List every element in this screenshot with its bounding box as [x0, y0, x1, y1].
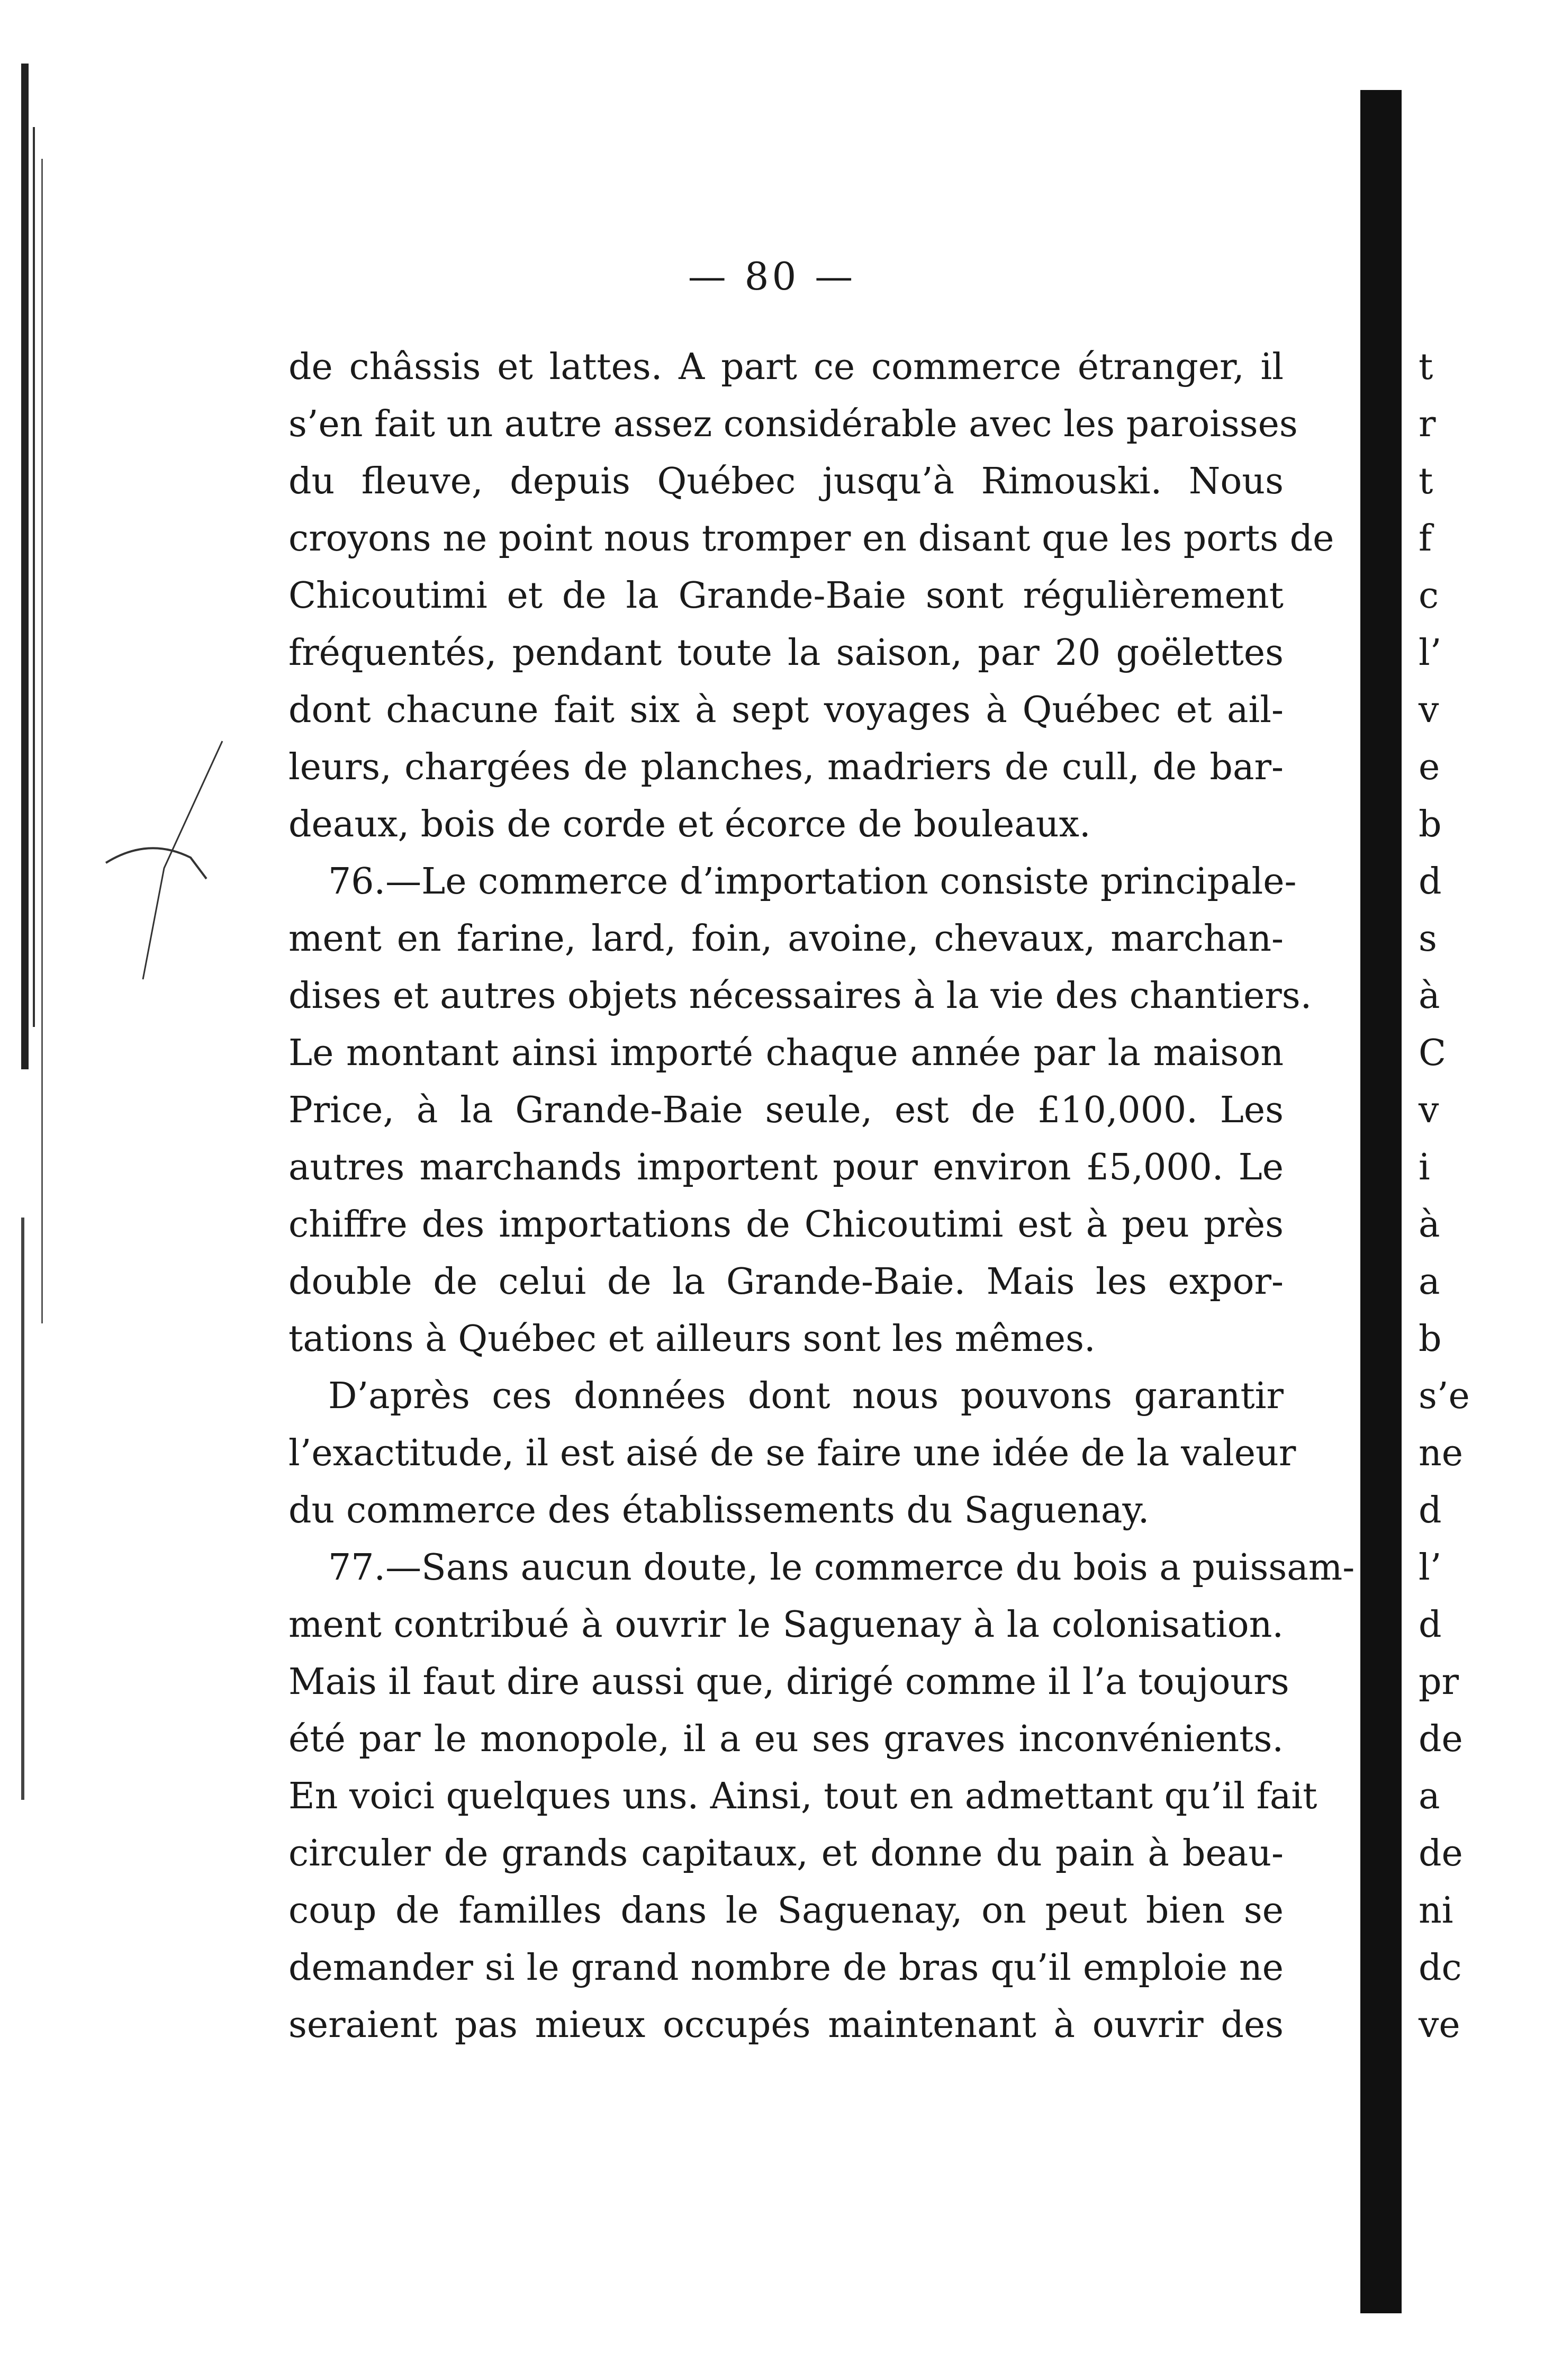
adjacent-page-fragment: de [1419, 1718, 1463, 1760]
text-line: leurs, chargées de planches, madriers de cull, de bar- [288, 746, 1284, 788]
text-line: croyons ne point nous tromper en disant que les ports de [288, 518, 1334, 560]
text-line: tations à Québec et ailleurs sont les mêmes. [288, 1318, 1096, 1360]
adjacent-page-fragments [1419, 339, 1544, 2054]
body-text [288, 339, 1355, 2054]
text-line: coup de familles dans le Saguenay, on peut bien se [288, 1890, 1284, 1932]
adjacent-page-fragment: b [1419, 804, 1442, 845]
adjacent-page-fragment: d [1419, 1490, 1442, 1531]
adjacent-page-fragment: e [1419, 746, 1440, 788]
pencil-mark [85, 731, 243, 995]
page-number: — 80 — [688, 254, 856, 299]
binding-shadow [21, 1218, 24, 1800]
text-line: du commerce des établissements du Saguenay. [288, 1490, 1150, 1531]
text-line: En voici quelques uns. Ainsi, tout en admettant qu’il fait [288, 1775, 1317, 1817]
text-line: ment contribué à ouvrir le Saguenay à la colonisation. [288, 1604, 1284, 1646]
text-line: 76.—Le commerce d’importation consiste principale- [328, 861, 1297, 903]
adjacent-page-fragment: b [1419, 1318, 1442, 1360]
adjacent-page-fragment: s [1419, 918, 1437, 960]
adjacent-page-fragment: i [1419, 1147, 1430, 1188]
adjacent-page-fragment: t [1419, 346, 1433, 388]
text-line: Le montant ainsi importé chaque année par la maison [288, 1032, 1284, 1074]
text-line: fréquentés, pendant toute la saison, par 20 goëlettes [288, 632, 1284, 674]
adjacent-page-fragment: a [1419, 1261, 1440, 1303]
adjacent-page-fragment: de [1419, 1833, 1463, 1874]
adjacent-page-fragment: d [1419, 1604, 1442, 1646]
adjacent-page-fragment: t [1419, 461, 1433, 502]
adjacent-page-fragment: ve [1419, 2004, 1460, 2046]
adjacent-page-fragment: c [1419, 575, 1439, 617]
text-line: Chicoutimi et de la Grande-Baie sont régulièrement [288, 575, 1284, 617]
adjacent-page-fragment: a [1419, 1775, 1440, 1817]
text-line: été par le monopole, il a eu ses graves inconvénients. [288, 1718, 1284, 1760]
text-line: s’en fait un autre assez considérable avec les paroisses [288, 403, 1298, 445]
text-line: deaux, bois de corde et écorce de bouleaux. [288, 804, 1091, 845]
adjacent-page-fragment: l’ [1419, 1547, 1442, 1589]
text-line: 77.—Sans aucun doute, le commerce du bois a puissam- [328, 1547, 1355, 1589]
adjacent-page-fragment: ne [1419, 1432, 1464, 1474]
page-edge-shadow [1360, 90, 1402, 2313]
binding-line [41, 159, 43, 1323]
text-line: seraient pas mieux occupés maintenant à ouvrir des [288, 2004, 1284, 2046]
text-line: chiffre des importations de Chicoutimi est à peu près [288, 1204, 1284, 1246]
left-page-margin [0, 0, 159, 2380]
adjacent-page-fragment: à [1419, 1204, 1440, 1246]
adjacent-page-fragment: dc [1419, 1947, 1462, 1989]
adjacent-page-fragment: s’e [1419, 1375, 1470, 1417]
adjacent-page-fragment: à [1419, 975, 1440, 1017]
adjacent-page-fragment: pr [1419, 1661, 1459, 1703]
text-line: dont chacune fait six à sept voyages à Québec et ail- [288, 689, 1284, 731]
text-line: demander si le grand nombre de bras qu’il emploie ne [288, 1947, 1284, 1989]
text-line: autres marchands importent pour environ £5,000. Le [288, 1147, 1284, 1188]
adjacent-page-fragment: v [1419, 689, 1439, 731]
binding-shadow [21, 64, 29, 1069]
adjacent-page-fragment: r [1419, 403, 1436, 445]
text-line: double de celui de la Grande-Baie. Mais les expor- [288, 1261, 1284, 1303]
adjacent-page-fragment: l’ [1419, 632, 1442, 674]
text-line: Price, à la Grande-Baie seule, est de £10,000. Les [288, 1089, 1284, 1131]
text-line: ment en farine, lard, foin, avoine, chevaux, marchan- [288, 918, 1284, 960]
text-line: D’après ces données dont nous pouvons garantir [328, 1375, 1284, 1417]
adjacent-page-fragment: v [1419, 1089, 1439, 1131]
adjacent-page-fragment: d [1419, 861, 1442, 903]
text-line: Mais il faut dire aussi que, dirigé comme il l’a toujours [288, 1661, 1289, 1703]
text-line: l’exactitude, il est aisé de se faire une idée de la valeur [288, 1432, 1296, 1474]
text-line: dises et autres objets nécessaires à la vie des chantiers. [288, 975, 1312, 1017]
adjacent-page-fragment: f [1419, 518, 1432, 560]
text-line: du fleuve, depuis Québec jusqu’à Rimouski. Nous [288, 461, 1284, 502]
adjacent-page-fragment: ni [1419, 1890, 1453, 1932]
adjacent-page-fragment: C [1419, 1032, 1447, 1074]
text-line: circuler de grands capitaux, et donne du pain à beau- [288, 1833, 1284, 1874]
text-line: de châssis et lattes. A part ce commerce étranger, il [288, 346, 1284, 388]
